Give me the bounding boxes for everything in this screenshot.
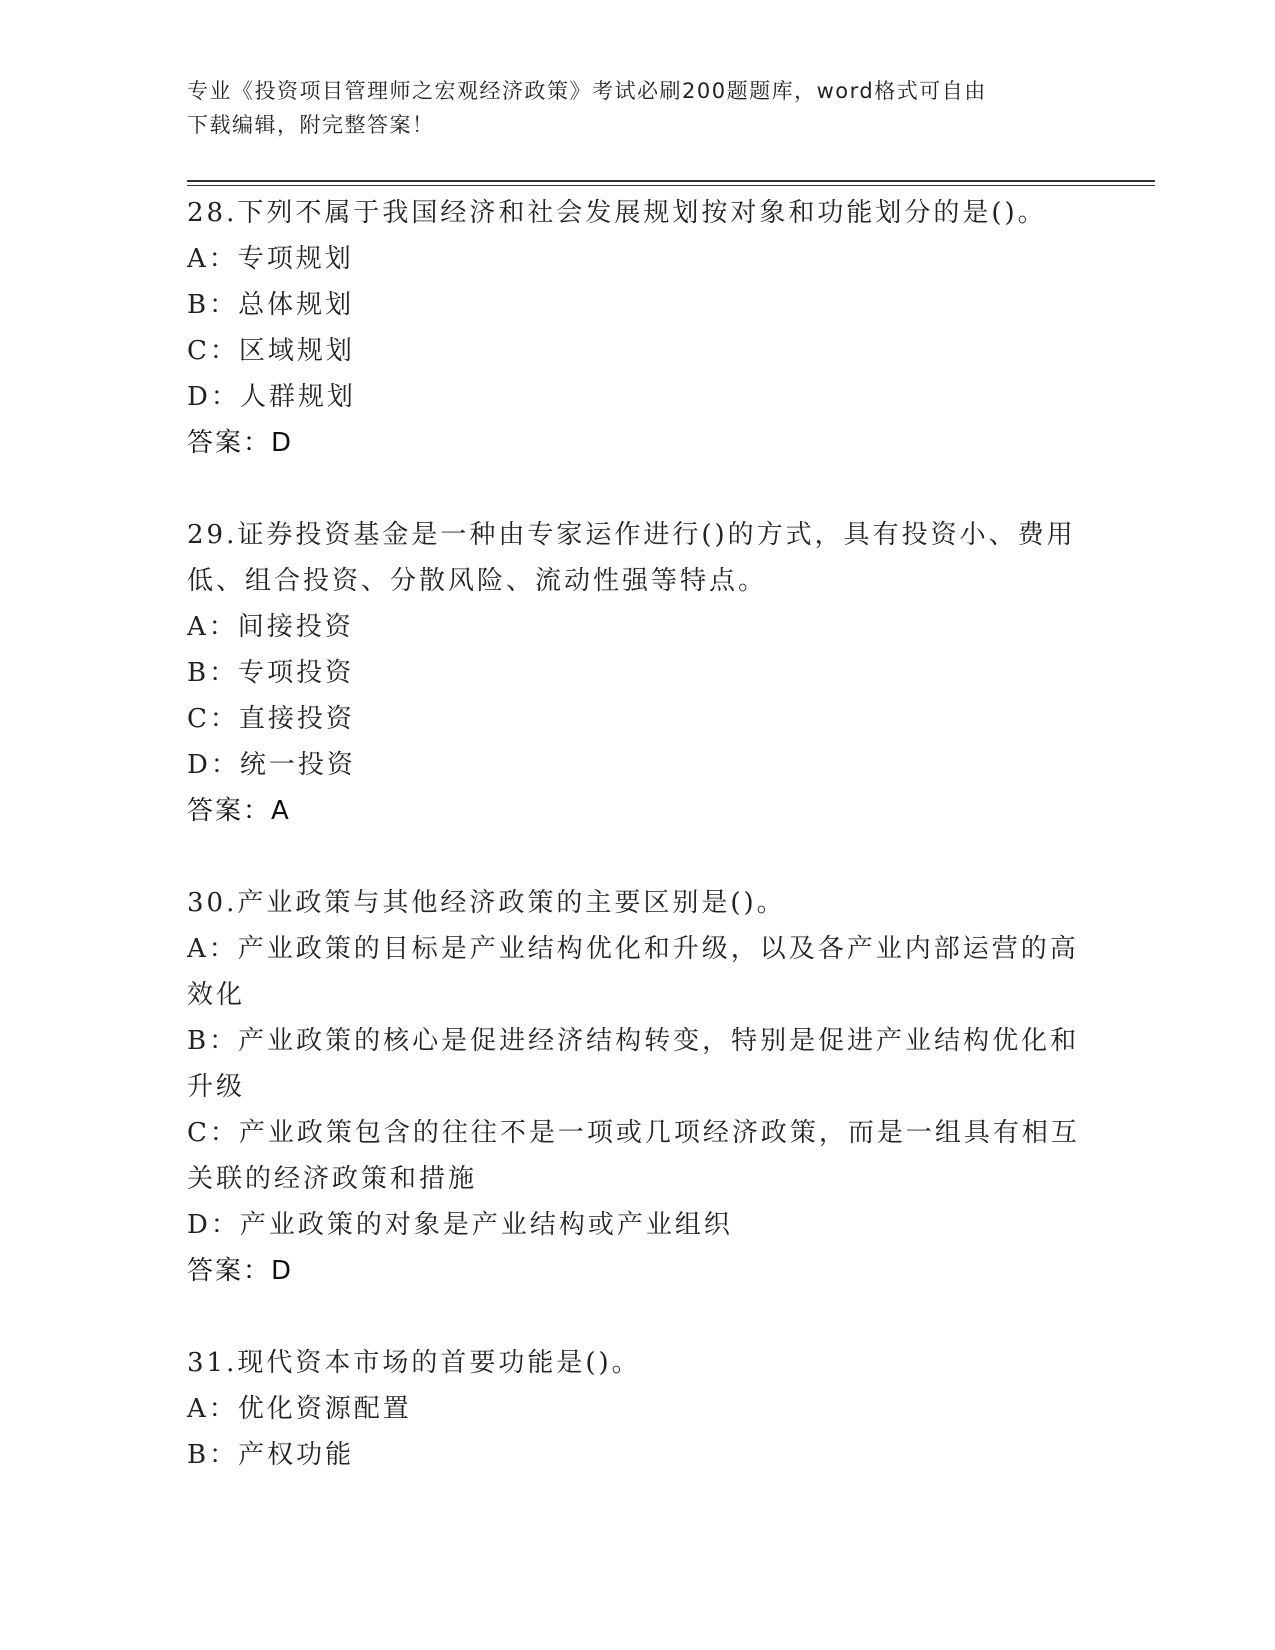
- question-29: [187, 512, 1087, 834]
- question-30: [187, 880, 1087, 1294]
- question-list: [187, 190, 1087, 1524]
- header-divider-thick: [187, 180, 1155, 182]
- option-d: D：产业政策的对象是产业结构或产业组织: [187, 1210, 733, 1240]
- option-b: B：产权功能: [187, 1440, 355, 1470]
- answer: 答案：D: [187, 428, 294, 458]
- option-c-continued: 关联的经济政策和措施: [187, 1164, 478, 1194]
- option-b: B：专项投资: [187, 658, 355, 688]
- option-c: C：直接投资: [187, 704, 355, 734]
- option-d: D：人群规划: [187, 382, 356, 412]
- option-a-continued: 效化: [187, 980, 246, 1010]
- option-c: C：产业政策包含的往往不是一项或几项经济政策，而是一组具有相互: [187, 1118, 1080, 1148]
- document-header: [187, 74, 1067, 142]
- question-stem-continued: 低、组合投资、分散风险、流动性强等特点。: [187, 566, 768, 596]
- question-31: [187, 1340, 1087, 1478]
- option-a: A：产业政策的目标是产业结构优化和升级，以及各产业内部运营的高: [187, 934, 1079, 964]
- option-a: A：专项规划: [187, 244, 354, 274]
- question-stem: 31.现代资本市场的首要功能是()。: [187, 1348, 641, 1378]
- answer: 答案：D: [187, 1256, 294, 1286]
- header-divider-thin: [187, 185, 1155, 186]
- question-stem: 30.产业政策与其他经济政策的主要区别是()。: [187, 888, 786, 918]
- option-b: B：总体规划: [187, 290, 355, 320]
- header-line-2: 下载编辑，附完整答案！: [187, 113, 435, 137]
- option-c: C：区域规划: [187, 336, 355, 366]
- question-stem: 29.证券投资基金是一种由专家运作进行()的方式，具有投资小、费用: [187, 520, 1076, 550]
- option-d: D：统一投资: [187, 750, 356, 780]
- header-line-1: 专业《投资项目管理师之宏观经济政策》考试必刷200题题库，word格式可自由: [187, 79, 987, 103]
- answer: 答案：A: [187, 796, 291, 826]
- option-b-continued: 升级: [187, 1072, 246, 1102]
- option-b: B：产业政策的核心是促进经济结构转变，特别是促进产业结构优化和: [187, 1026, 1080, 1056]
- option-a: A：间接投资: [187, 612, 354, 642]
- question-28: [187, 190, 1087, 466]
- question-stem: 28.下列不属于我国经济和社会发展规划按对象和功能划分的是()。: [187, 198, 1047, 228]
- option-a: A：优化资源配置: [187, 1394, 412, 1424]
